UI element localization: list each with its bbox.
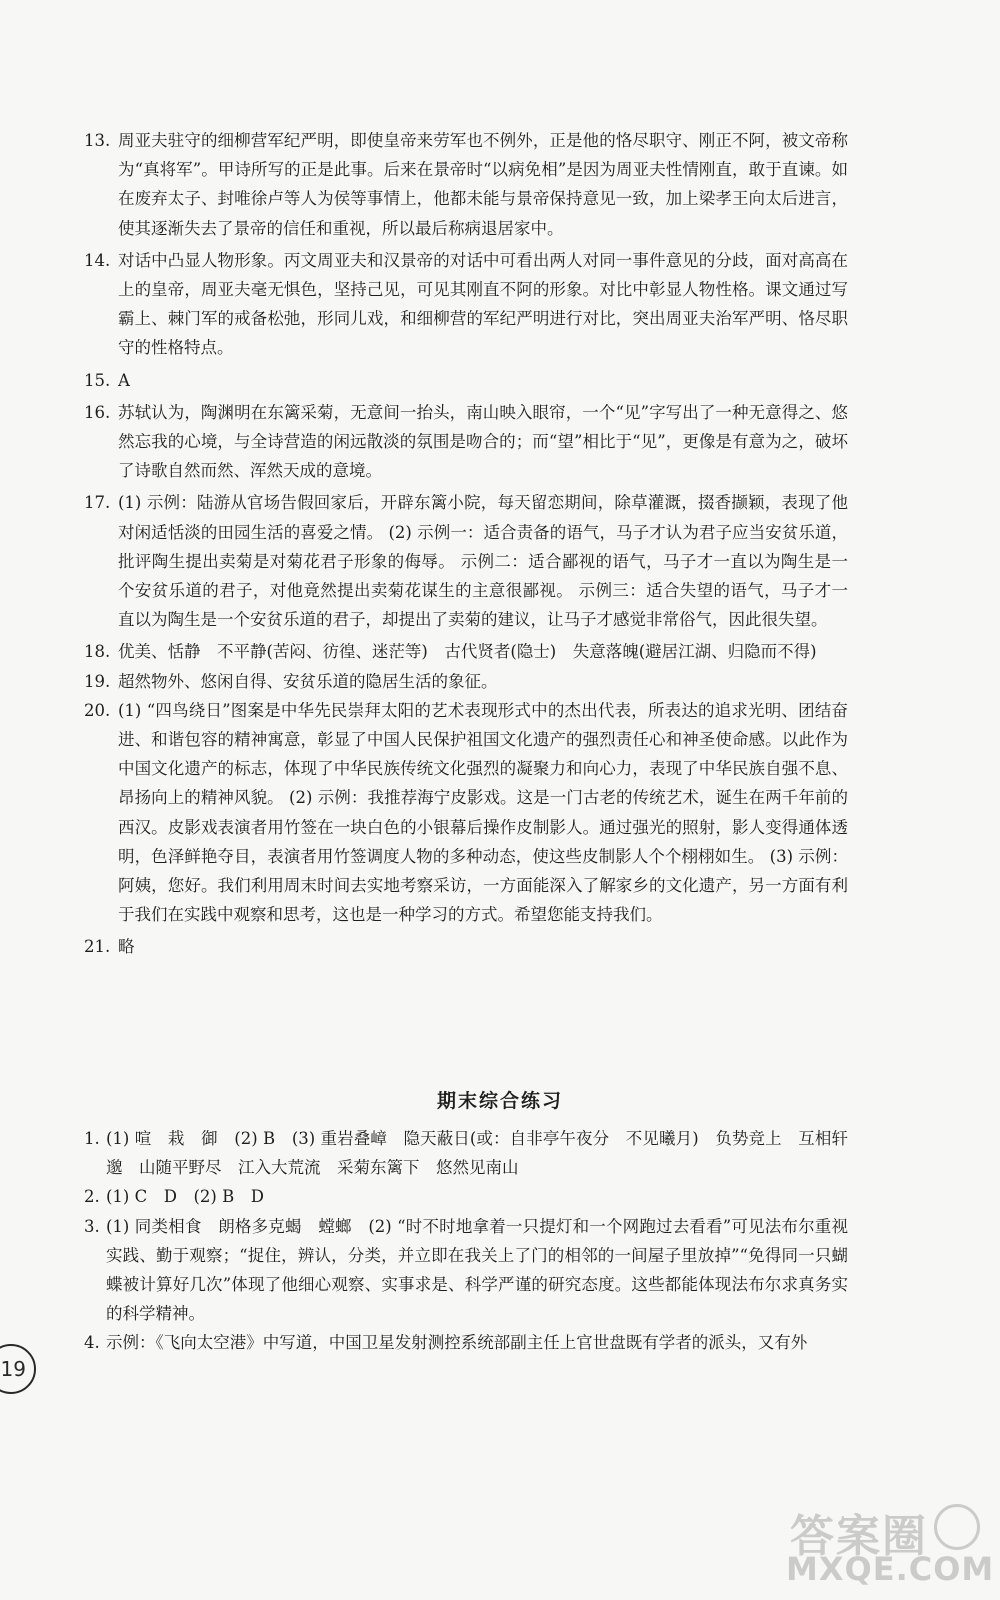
answer-number: 4. — [84, 1333, 100, 1353]
watermark-logo — [780, 1498, 995, 1590]
answer-number: 19. — [84, 671, 111, 691]
answer-item-13 — [84, 126, 848, 243]
answer-text: 苏轼认为，陶渊明在东篱采菊，无意间一抬头，南山映入眼帘，一个“见”字写出了一种无意得之、悠然忘我的心境，与全诗营造的闲远散淡的氛围是吻合的；而“望”相比于“见”，更像是有意为之，破坏了诗歌自然而然、浑然天成的意境。 — [118, 402, 848, 481]
answer-list-section2 — [84, 1124, 848, 1358]
answer-text: A — [118, 370, 130, 390]
answer-list-section1 — [84, 126, 848, 962]
watermark-logo-text: 答案圈 — [790, 1511, 928, 1562]
page-number-badge — [0, 1344, 36, 1394]
answer-item-3 — [84, 1212, 848, 1329]
answer-number: 1. — [84, 1129, 100, 1148]
answer-number: 21. — [84, 937, 111, 957]
answer-item-19 — [84, 667, 848, 696]
answer-item-20 — [84, 696, 848, 930]
answer-text: 超然物外、悠闲自得、安贫乐道的隐居生活的象征。 — [118, 671, 498, 691]
answer-number: 18. — [84, 642, 111, 662]
answer-number: 17. — [84, 493, 111, 513]
answer-number: 16. — [84, 402, 111, 422]
answer-number: 15. — [84, 370, 111, 390]
answer-text: (1) 喧 栽 御 (2) B (3) 重岩叠嶂 隐天蔽日(或：自非亭午夜分 不见曦月) 负势竞上 互相轩邈 山随平野尽 江入大荒流 采菊东篱下 悠然见南山 — [106, 1129, 848, 1178]
answer-item-1 — [84, 1124, 848, 1182]
section-heading: 期末综合练习 — [436, 1090, 563, 1112]
answer-text: 周亚夫驻守的细柳营军纪严明，即使皇帝来劳军也不例外，正是他的恪尽职守、刚正不阿，被文帝称为“真将军”。甲诗所写的正是此事。后来在景帝时“以病免相”是因为周亚夫性情刚直，敢于直谏。如在废弃太子、封唯徐卢等人为侯等事情上，他都未能与景帝保持意见一致，加上梁孝王向太后进言，使其逐渐失去了景帝的信任和重视，所以最后称病退居家中。 — [118, 131, 848, 238]
watermark-badge-icon — [934, 1504, 980, 1550]
answer-item-2 — [84, 1182, 848, 1211]
answer-text: 对话中凸显人物形象。丙文周亚夫和汉景帝的对话中可看出两人对同一事件意见的分歧，面对高高在上的皇帝，周亚夫毫无惧色，坚持己见，可见其刚直不阿的形象。对比中彰显人物性格。课文通过写霸上、棘门军的戒备松弛，形同儿戏，和细柳营的军纪严明进行对比，突出周亚夫治军严明、恪尽职守的性格特点。 — [118, 250, 848, 358]
answer-item-21 — [84, 932, 848, 961]
answer-text: 略 — [118, 937, 135, 957]
answer-text: 示例：《飞向太空港》中写道，中国卫星发射测控系统部副主任上官世盘既有学者的派头，又有外 — [106, 1333, 808, 1353]
page-number: 19 — [0, 1357, 26, 1381]
answer-text: (1) “四鸟绕日”图案是中华先民崇拜太阳的艺术表现形式中的杰出代表，所表达的追求光明、团结奋进、和谐包容的精神寓意，彰显了中国人民保护祖国文化遗产的强烈责任心和神圣使命感。以此作为中国文化遗产的标志，体现了中华民族传统文化强烈的凝聚力和向心力，表现了中华民族自强不息、昂扬向上的精神风貌。 (2) 示例：我推荐海宁皮影戏。这是一门古老的传统艺术，诞生在两千年前的西汉。皮影戏表演者用竹签在一块白色的小银幕后操作皮制影人。通过强光的照射，影人变得通体透明，色泽鲜艳夺目，表演者用竹签调度人物的多种动态，使这些皮制影人个个栩栩如生。 (3) 示例：阿姨，您好。我们利用周末时间去实地考察采访，一方面能深入了解家乡的文化遗产，另一方面有利于我们在实践中观察和思考，这也是一种学习的方式。希望您能支持我们。 — [118, 700, 848, 925]
answer-item-14 — [84, 246, 848, 363]
answer-text: (1) 同类相食 朗格多克蝎 螳螂 (2) “时不时地拿着一只提灯和一个网跑过去看看”可见法布尔重视实践、勤于观察；“捉住，辨认，分类，并立即在我关上了门的相邻的一间屋子里放掉”“免得同一只蝴蝶被计算好几次”体现了他细心观察、实事求是、科学严谨的研究态度。这些都能体现法布尔求真务实的科学精神。 — [106, 1216, 848, 1324]
answer-number: 3. — [84, 1216, 100, 1236]
answer-text: (1) C D (2) B D — [106, 1187, 264, 1207]
answer-item-17 — [84, 488, 848, 634]
answer-number: 2. — [84, 1187, 100, 1207]
answer-number: 14. — [84, 250, 111, 270]
answer-item-18 — [84, 637, 848, 666]
answer-text: 优美、恬静 不平静(苦闷、彷徨、迷茫等) 古代贤者(隐士) 失意落魄(避居江湖、归隐而不得) — [118, 642, 817, 662]
watermark-url: MXQE.COM — [786, 1550, 995, 1588]
answer-item-16 — [84, 398, 848, 486]
answer-text: (1) 示例：陆游从官场告假回家后，开辟东篱小院，每天留恋期间，除草灌溉，掇香撷颖，表现了他对闲适恬淡的田园生活的喜爱之情。 (2) 示例一：适合责备的语气，马子才认为君子应当安贫乐道，批评陶生提出卖菊是对菊花君子形象的侮辱。 示例二：适合鄙视的语气，马子才一直以为陶生是一个安贫乐道的君子，对他竟然提出卖菊花谋生的主意很鄙视。 示例三：适合失望的语气，马子才一直以为陶生是一个安贫乐道的君子，却提出了卖菊的建议，让马子才感觉非常俗气，因此很失望。 — [118, 493, 848, 630]
answer-item-4 — [84, 1328, 848, 1357]
answer-number: 13. — [84, 131, 111, 150]
answer-number: 20. — [84, 700, 111, 720]
answer-item-15 — [84, 366, 848, 395]
